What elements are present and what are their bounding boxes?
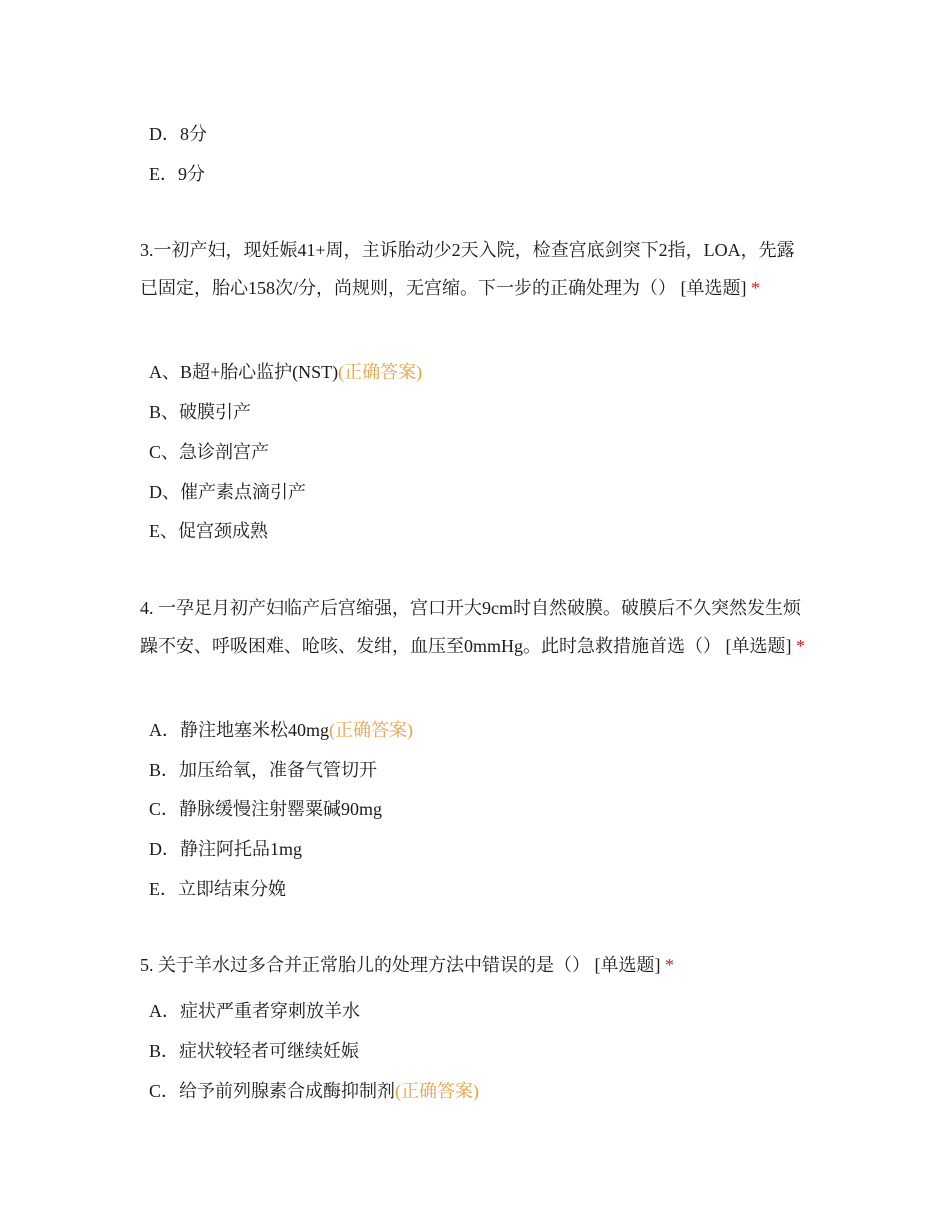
question-4 <box>140 589 810 665</box>
question-5 <box>140 946 810 984</box>
q4-option-d <box>149 837 302 861</box>
q3-option-e <box>149 519 268 543</box>
q4-option-b <box>149 758 377 782</box>
question-number: 5. <box>140 955 154 975</box>
correct-answer-tag: (正确答案) <box>338 362 423 382</box>
q5-option-b <box>149 1039 359 1063</box>
required-mark: * <box>665 955 674 975</box>
option-label: E、促宫颈成熟 <box>149 521 268 541</box>
q3-option-c <box>149 440 269 464</box>
q3-option-b <box>149 400 251 424</box>
option-label: B．加压给氧，准备气管切开 <box>149 760 378 780</box>
option-label: C．给予前列腺素合成酶抑制剂 <box>149 1081 396 1101</box>
option-label: A、B超+胎心监护(NST) <box>149 362 339 382</box>
question-number: 3. <box>140 240 154 260</box>
option-label: A．静注地塞米松40mg <box>149 720 329 740</box>
option-label: D．静注阿托品1mg <box>149 839 302 859</box>
option-label: E．立即结束分娩 <box>149 879 286 899</box>
question-3 <box>140 231 810 307</box>
q3-option-a <box>149 360 422 384</box>
option-label: E．9分 <box>149 164 205 184</box>
correct-answer-tag: (正确答案) <box>329 720 413 740</box>
q4-option-c <box>149 797 382 821</box>
option-label: C、急诊剖宫产 <box>149 442 270 462</box>
option-label: B．症状较轻者可继续妊娠 <box>149 1041 360 1061</box>
option-e <box>149 162 205 186</box>
correct-answer-tag: (正确答案) <box>395 1081 480 1101</box>
option-label: D．8分 <box>149 124 207 144</box>
option-label: A．症状严重者穿刺放羊水 <box>149 1001 360 1021</box>
q4-option-e <box>149 877 286 901</box>
option-label: B、破膜引产 <box>149 402 252 422</box>
option-label: D、催产素点滴引产 <box>149 482 306 502</box>
option-d <box>149 122 207 146</box>
question-number: 4. <box>140 598 154 618</box>
question-text: 关于羊水过多合并正常胎儿的处理方法中错误的是（） [单选题] <box>158 955 661 975</box>
q4-option-a <box>149 718 413 742</box>
q5-option-a <box>149 999 360 1023</box>
question-text: 一孕足月初产妇临产后宫缩强，宫口开大9cm时自然破膜。破膜后不久突然发生烦躁不安、呼吸困难、呛咳、发绀，血压至0mmHg。此时急救措施首选（） [单选题] <box>140 598 801 656</box>
required-mark: * <box>751 278 760 298</box>
required-mark: * <box>796 636 805 656</box>
option-label: C．静脉缓慢注射罂粟碱90mg <box>149 799 383 819</box>
q3-option-d <box>149 480 306 504</box>
question-text: 一初产妇，现妊娠41+周，主诉胎动少2天入院，检查宫底剑突下2指，LOA，先露已固定，胎心158次/分，尚规则，无宫缩。下一步的正确处理为（） [单选题] <box>140 240 795 298</box>
q5-option-c <box>149 1079 479 1103</box>
